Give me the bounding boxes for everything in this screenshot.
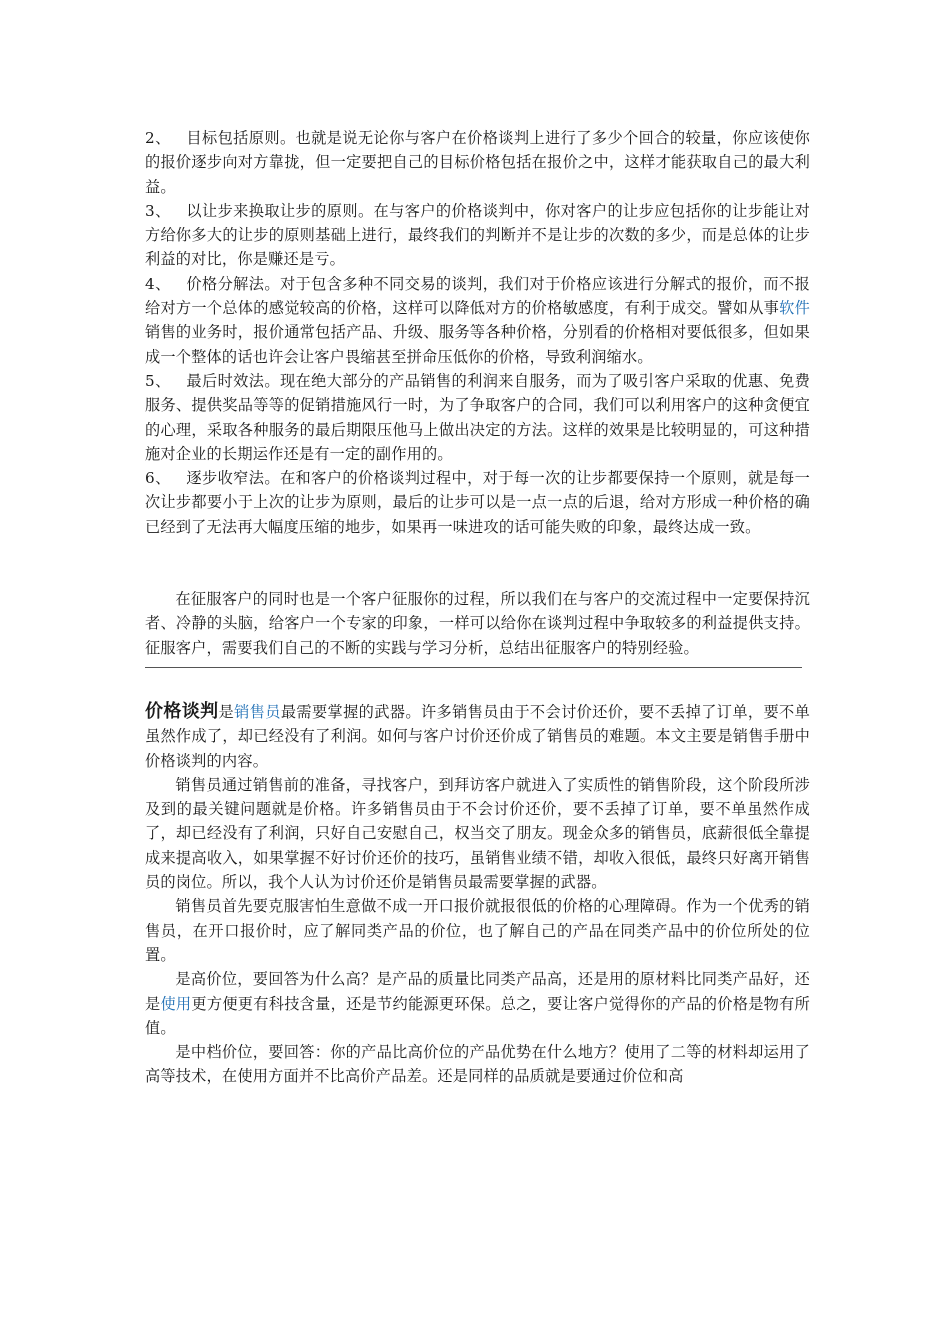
para3-text: 是高价位，要回答为什么高？是产品的质量比同类产品高，还是用的原材料比同类产品好，还是 bbox=[145, 970, 810, 1013]
item-text: 价格分解法。对于包含多种不同交易的谈判，我们对于价格应该进行分解式的报价，而不报给对方一个总体的感觉较高的价格，这样可以降低对方的价格敏感度，有利于成交。譬如从事 bbox=[145, 274, 810, 318]
list-item-4 bbox=[145, 272, 810, 369]
item-text: 以让步来换取让步的原则。在与客户的价格谈判中，你对客户的让步应包括你的让步能让对方给你多大的让步的原则基础上进行，最终我们的判断并不是让步的次数的多少，而是总体的让步利益的对比，你是赚还是亏。 bbox=[145, 201, 810, 269]
list-item-3 bbox=[145, 199, 810, 272]
intro-text-continued: 最需要掌握的武器。许多销售员由于不会讨价还价，要不丢掉了订单，要不单虽然作成了，却已经没有了利润。如何与客户讨价还价成了销售员的难题。本文主要是销售手册中价格谈判的内容。 bbox=[145, 702, 810, 770]
salesperson-link[interactable]: 销售员 bbox=[234, 702, 281, 721]
section2-paragraph-1: 销售员通过销售前的准备，寻找客户，到拜访客户就进入了实质性的销售阶段，这个阶段所涉及到的最关键问题就是价格。许多销售员由于不会讨价还价，要不丢掉了订单，要不单虽然作成了，却已经没有了利润，只好自己安慰自己，权当交了朋友。现金众多的销售员，底薪很低全靠提成来提高收入，如果掌握不好讨价还价的技巧，虽销售业绩不错，却收入很低，最终只好离开销售员的岗位。所以，我个人认为讨价还价是销售员最需要掌握的武器。 bbox=[145, 775, 810, 892]
para3-text-continued: 更方便更有科技含量，还是节约能源更环保。总之，要让客户觉得你的产品的价格是物有所值。 bbox=[145, 994, 810, 1037]
section2-intro bbox=[145, 700, 810, 773]
usage-link[interactable]: 使用 bbox=[160, 994, 192, 1013]
spacer bbox=[145, 539, 810, 587]
spacer bbox=[145, 672, 810, 700]
summary-paragraph: 在征服客户的同时也是一个客户征服你的过程，所以我们在与客户的交流过程中一定要保持沉者、冷静的头脑，给客户一个专家的印象，一样可以给你在谈判过程中争取较多的利益提供支持。征服客户，需要我们自己的不断的实践与学习分析，总结出征服客户的特别经验。 bbox=[145, 590, 810, 657]
item-number: 6、 bbox=[145, 469, 171, 488]
item-text: 逐步收窄法。在和客户的价格谈判过程中，对于每一次的让步都要保持一个原则，就是每一次让步都要小于上次的让步为原则，最后的让步可以是一点一点的后退，给对方形成一种价格的确已经到了无法再大幅度压缩的地步，如果再一味进攻的话可能失败的印象，最终达成一致。 bbox=[145, 469, 810, 536]
item-text-continued: 销售的业务时，报价通常包括产品、升级、服务等各种价格，分别看的价格相对要低很多，但如果成一个整体的话也许会让客户畏缩甚至拼命压低你的价格，导致利润缩水。 bbox=[145, 323, 810, 366]
list-item-6 bbox=[145, 466, 810, 539]
software-link[interactable]: 软件 bbox=[779, 299, 810, 318]
section2-paragraph-2: 销售员首先要克服害怕生意做不成一开口报价就报很低的价格的心理障碍。作为一个优秀的销售员，在开口报价时，应了解同类产品的价位，也了解自己的产品在同类产品中的价位所处的位置。 bbox=[145, 897, 810, 964]
item-text: 目标包括原则。也就是说无论你与客户在价格谈判上进行了多少个回合的较量，你应该使你的报价逐步向对方靠拢，但一定要把自己的目标价格包括在报价之中，这样才能获取自己的最大利益。 bbox=[145, 129, 810, 196]
list-item-5 bbox=[145, 369, 810, 466]
item-text: 最后时效法。现在绝大部分的产品销售的利润来自服务，而为了吸引客户采取的优惠、免费服务、提供奖品等等的促销措施风行一时，为了争取客户的合同，我们可以利用客户的这种贪便宜的心理，采取各种服务的最后期限压他马上做出决定的方法。这样的效果是比较明显的，可这种措施对企业的长期运作还是有一定的副作用的。 bbox=[145, 371, 810, 463]
item-number: 5、 bbox=[145, 371, 171, 390]
section2-title: 价格谈判 bbox=[145, 700, 219, 722]
section-divider bbox=[145, 662, 810, 672]
intro-text: 是 bbox=[218, 702, 235, 721]
list-item-2 bbox=[145, 126, 810, 199]
item-number: 3、 bbox=[145, 201, 171, 220]
item-number: 4、 bbox=[145, 274, 171, 293]
section2-paragraph-4: 是中档价位，要回答：你的产品比高价位的产品优势在什么地方？使用了二等的材料却运用了高等技术，在使用方面并不比高价产品差。还是同样的品质就是要通过价位和高 bbox=[145, 1043, 810, 1086]
document-page bbox=[145, 126, 810, 1089]
item-number: 2、 bbox=[145, 129, 171, 147]
section2-paragraph-3 bbox=[145, 967, 810, 1040]
